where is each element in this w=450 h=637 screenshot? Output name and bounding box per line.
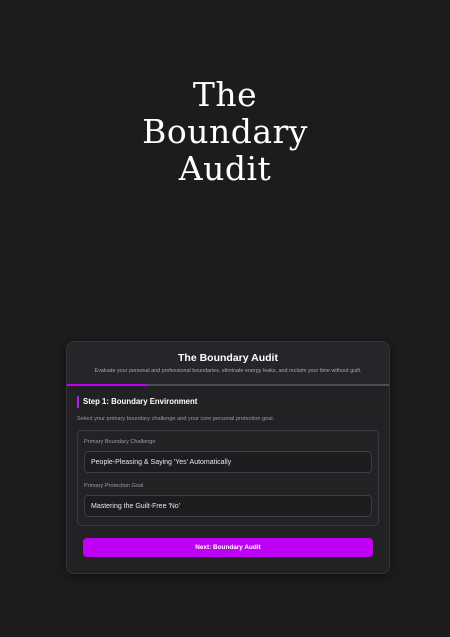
goal-field[interactable]: Mastering the Guilt-Free 'No' — [84, 495, 372, 517]
step-description: Select your primary boundary challenge and your core personal protection goal. — [77, 416, 275, 422]
progress-fill — [67, 384, 148, 386]
step-title-text: Step 1: Boundary Environment — [83, 397, 198, 406]
goal-label: Primary Protection Goal — [84, 483, 144, 489]
card-title: The Boundary Audit — [178, 352, 278, 364]
challenge-label: Primary Boundary Challenge — [84, 439, 156, 445]
step-title — [77, 397, 379, 407]
card-subtitle: Evaluate your personal and professional boundaries, eliminate energy leaks, and reclaim your time without guilt. — [94, 368, 362, 374]
challenge-field[interactable]: People-Pleasing & Saying 'Yes' Automatically — [84, 451, 372, 473]
card-header — [67, 342, 389, 384]
hero-title-line-3: Audit — [178, 149, 272, 188]
fields-panel — [77, 430, 379, 526]
hero-title-line-2: Boundary — [142, 112, 308, 151]
progress-bar — [67, 384, 389, 386]
hero-title — [0, 76, 450, 187]
next-button[interactable]: Next: Boundary Audit — [83, 538, 373, 557]
card-body — [67, 386, 389, 557]
step-accent-bar — [77, 396, 79, 408]
hero-title-line-1: The — [192, 75, 258, 114]
audit-card — [66, 341, 390, 574]
